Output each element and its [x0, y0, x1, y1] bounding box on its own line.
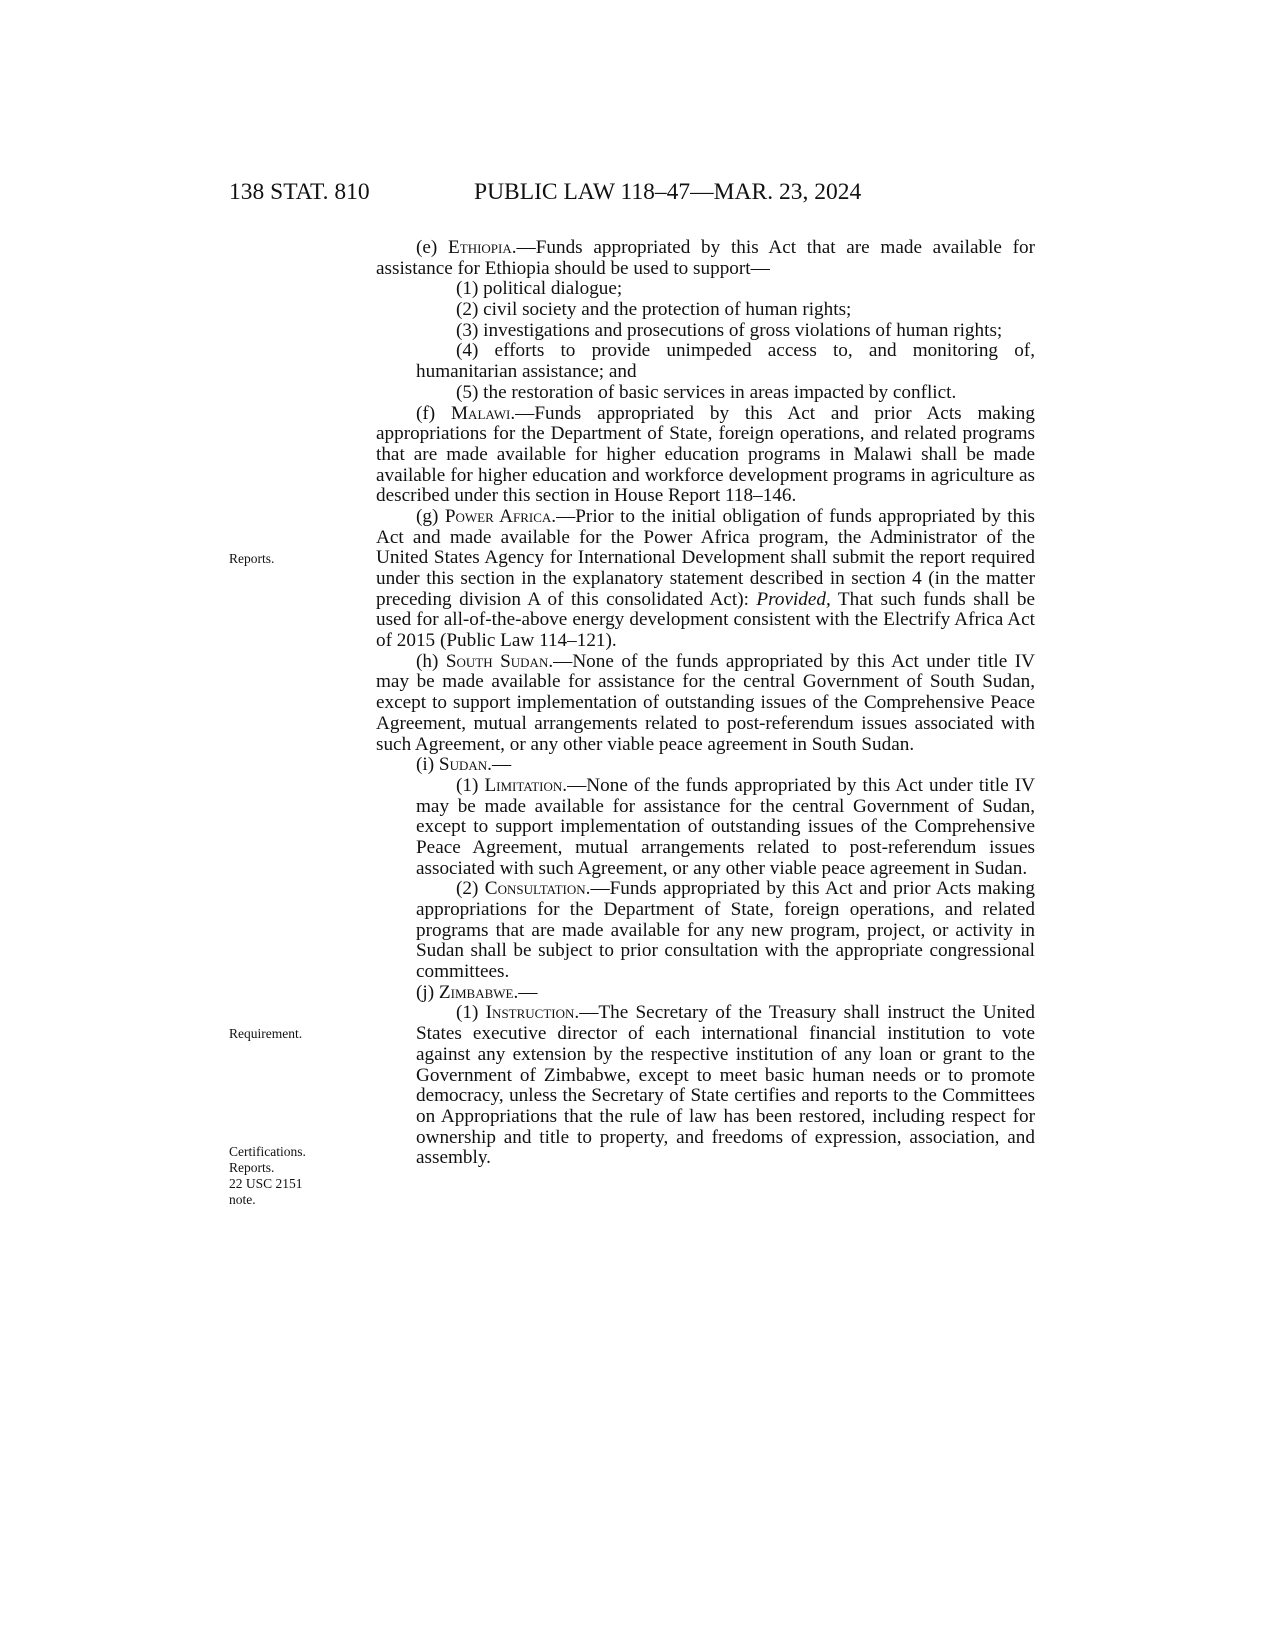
section-i-2-heading: Consultation	[484, 878, 586, 900]
section-g-text-2: That such funds shall be used for all-of-the-above energy development consistent with the Electrify Africa Act of 2015 (Public Law 114–121).	[376, 588, 1035, 652]
section-i-limitation	[416, 776, 1035, 879]
section-i-text: .—	[487, 754, 512, 776]
section-g-number: (g)	[416, 505, 445, 527]
section-g-heading: Power Africa	[444, 505, 552, 527]
section-j-number: (j)	[416, 981, 439, 1003]
statute-page-number: 138 STAT. 810	[229, 179, 370, 205]
margin-note-note: note.	[229, 1192, 256, 1207]
running-head: PUBLIC LAW 118–47—MAR. 23, 2024	[474, 179, 862, 205]
section-g-provided: Provided,	[756, 588, 831, 610]
section-e-item-4: (4) efforts to provide unimpeded access to, and monitoring of, humanitarian assistance; and	[416, 340, 1035, 383]
section-e-item-1: (1) political dialogue;	[456, 278, 623, 300]
section-f-text: .—Funds appropriated by this Act and prior Acts making appropriations for the Department of State, foreign operations, and related programs that are made available for higher education programs in Malawi shall be made available for higher education and workforce development programs in agriculture as described under this section in House Report 118–146.	[376, 402, 1035, 507]
section-h-heading: South Sudan	[445, 650, 549, 672]
section-j-text: .—	[513, 981, 538, 1003]
section-e-ethiopia	[376, 238, 1035, 279]
section-j-1-text: .—The Secretary of the Treasury shall instruct the United States executive director of each international financial institution to vote against any extension by the respective institution of any loan or grant to the Government of Zimbabwe, except to meet basic human needs or to promote democracy, unless the Secretary of State certifies and reports to the Committees on Appropriations that the rule of law has been restored, including respect for ownership and title to property, and freedoms of expression, association, and assembly.	[416, 1002, 1035, 1169]
section-j-instruction	[416, 1003, 1035, 1169]
margin-note-usc-citation: 22 USC 2151	[229, 1176, 303, 1191]
section-g-text: .—Prior to the initial obligation of funds appropriated by this Act and made available for the Power Africa program, the Administrator of the United States Agency for International Development shall submit the report required under this section in the explanatory statement described in section 4 (in the matter preceding division A of this consolidated Act):	[376, 505, 1035, 610]
section-j-1-heading: Instruction	[485, 1002, 575, 1024]
section-i-2-text: .—Funds appropriated by this Act and prior Acts making appropriations for the Department of State, foreign operations, and related programs that are made available for any new program, project, or activity in Sudan shall be subject to prior consultation with the appropriate congressional committees.	[416, 878, 1036, 983]
section-e-number: (e)	[416, 237, 449, 258]
section-e-text: .—Funds appropriated by this Act that are made available for assistance for Ethiopia should be used to support—	[376, 237, 1036, 279]
margin-note-reports-2: Reports.	[229, 1160, 275, 1175]
section-f-number: (f)	[416, 402, 451, 424]
section-i-1-number: (1)	[456, 774, 485, 796]
margin-note-reports: Reports.	[229, 551, 275, 566]
section-i-sudan	[376, 755, 1035, 776]
section-e-item-3: (3) investigations and prosecutions of gross violations of human rights;	[456, 319, 1003, 341]
section-i-1-text: .—None of the funds appropriated by this Act under title IV may be made available for assistance for the central Government of Sudan, except to support implementation of outstanding issues of the Comprehensive Peace Agreement, mutual arrangements related to post-referendum issues associated with such Agreement, or any other viable peace agreement in Sudan.	[416, 774, 1035, 879]
margin-note-requirement: Requirement.	[229, 1026, 303, 1041]
section-i-1-heading: Limitation	[484, 774, 563, 796]
section-i-2-number: (2)	[456, 878, 485, 900]
margin-note-certifications: Certifications.	[229, 1144, 306, 1159]
section-f-heading: Malawi	[451, 402, 511, 424]
section-h-number: (h)	[416, 650, 446, 672]
section-h-text: .—None of the funds appropriated by this Act under title IV may be made available for assistance for the central Government of South Sudan, except to support implementation of outstanding issues of the Comprehensive Peace Agreement, mutual arrangements related to post-referendum issues associated with such Agreement, or any other viable peace agreement in South Sudan.	[376, 650, 1035, 755]
section-i-number: (i)	[416, 754, 439, 776]
section-j-1-number: (1)	[456, 1002, 486, 1024]
section-f-malawi	[376, 404, 1035, 507]
section-g-power-africa	[376, 507, 1035, 652]
section-j-zimbabwe	[376, 983, 1035, 1004]
section-h-south-sudan	[376, 652, 1035, 755]
section-j-heading: Zimbabwe	[438, 981, 514, 1003]
section-e-item-5: (5) the restoration of basic services in areas impacted by conflict.	[456, 381, 957, 403]
body-text	[376, 238, 1035, 1169]
section-i-consultation	[416, 879, 1035, 982]
section-e-item-2: (2) civil society and the protection of human rights;	[456, 299, 852, 321]
section-i-heading: Sudan	[438, 754, 488, 776]
section-e-heading: Ethiopia	[448, 237, 512, 258]
